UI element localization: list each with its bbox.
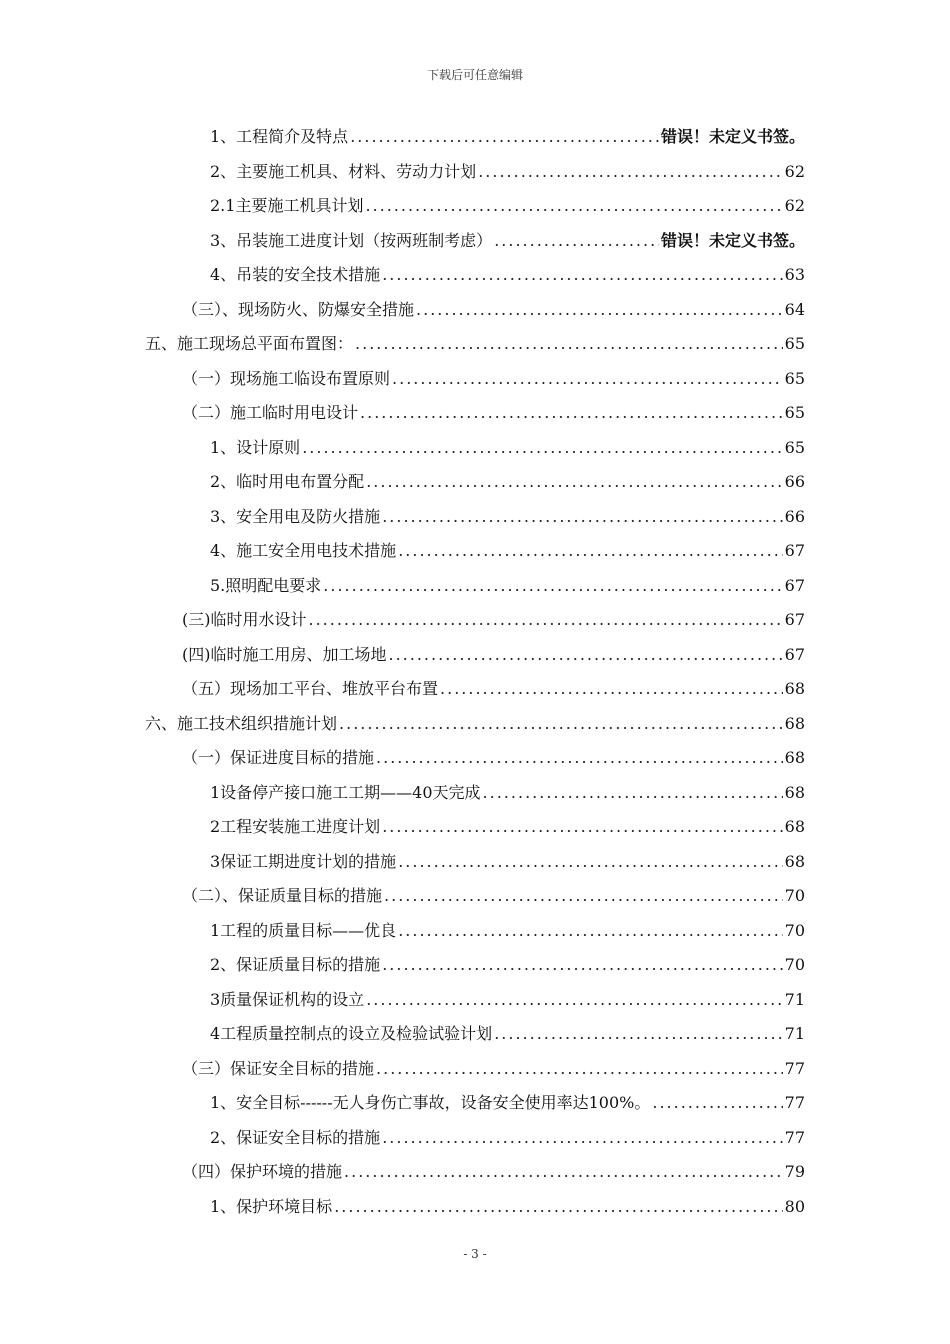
toc-entry-page: 65 <box>784 368 805 388</box>
toc-entry-page: 62 <box>784 161 805 181</box>
toc-entry-title: （一）现场施工临设布置原则 <box>182 368 391 388</box>
toc-entry-page: 68 <box>784 851 805 871</box>
toc-entry-title: (三)临时用水设计 <box>182 610 307 629</box>
toc-entry-page: 80 <box>784 1196 805 1216</box>
toc-entry-title: 2、主要施工机具、材料、劳动力计划 <box>210 161 477 181</box>
toc-entry[interactable] <box>210 950 805 980</box>
toc-leader-dots <box>398 536 782 566</box>
toc-entry[interactable] <box>210 157 805 187</box>
toc-entry[interactable] <box>210 226 805 256</box>
toc-entry-title: 1、安全目标------无人身伤亡事故，设备安全使用率达100%。 <box>210 1093 651 1112</box>
toc-leader-dots <box>366 467 782 497</box>
toc-leader-dots <box>494 1019 782 1049</box>
page-header: 下载后可任意编辑 <box>426 68 523 82</box>
toc-entry-title: (四)临时施工用房、加工场地 <box>182 644 387 664</box>
toc-leader-dots <box>365 191 782 221</box>
toc-leader-dots <box>376 1054 783 1084</box>
toc-entry-page: 65 <box>784 437 805 457</box>
toc-leader-dots <box>350 122 659 152</box>
toc-entry[interactable] <box>182 605 805 635</box>
toc-leader-dots <box>382 812 782 842</box>
toc-leader-dots <box>398 847 782 877</box>
toc-entry-page: 71 <box>784 1024 805 1043</box>
toc-entry-page: 68 <box>784 748 805 767</box>
toc-leader-dots <box>398 916 782 946</box>
toc-leader-dots <box>382 950 782 980</box>
toc-leader-dots <box>652 1088 782 1118</box>
toc-entry[interactable] <box>210 536 805 566</box>
toc-entry[interactable] <box>182 295 805 325</box>
toc-entry-page: 66 <box>784 472 805 491</box>
toc-entry[interactable] <box>210 502 805 532</box>
toc-entry[interactable] <box>210 985 805 1015</box>
toc-leader-dots <box>366 985 782 1015</box>
toc-entry-title: 2、保证安全目标的措施 <box>210 1127 381 1147</box>
toc-leader-dots <box>392 364 783 394</box>
toc-entry-page: 71 <box>784 989 805 1009</box>
toc-leader-dots <box>382 1123 782 1153</box>
toc-entry-page: 70 <box>784 920 805 940</box>
toc-entry-page: 77 <box>784 1058 805 1078</box>
toc-entry-page: 77 <box>784 1093 805 1112</box>
toc-entry[interactable] <box>210 122 805 152</box>
toc-entry-title: 1、设计原则 <box>210 437 301 457</box>
toc-leader-dots <box>339 709 783 739</box>
toc-entry[interactable] <box>210 571 805 601</box>
toc-entry-page: 62 <box>784 196 805 215</box>
toc-entry-title: 1、保护环境目标 <box>210 1196 333 1216</box>
toc-entry-title: 六、施工技术组织措施计划 <box>145 713 338 733</box>
toc-entry[interactable] <box>210 812 805 842</box>
toc-entry-title: 5.照明配电要求 <box>210 575 322 595</box>
toc-entry[interactable] <box>210 191 805 221</box>
toc-entry-page: 67 <box>784 610 805 629</box>
toc-entry-page: 64 <box>784 299 805 319</box>
toc-entry-page: 65 <box>784 403 805 422</box>
toc-entry[interactable] <box>210 847 805 877</box>
toc-entry-page: 68 <box>784 817 805 836</box>
toc-entry[interactable] <box>210 260 805 290</box>
toc-entry-title: 1、工程简介及特点 <box>210 127 349 146</box>
toc-entry[interactable] <box>210 778 805 808</box>
toc-leader-dots <box>360 398 783 428</box>
toc-entry-title: 4工程质量控制点的设立及检验试验计划 <box>210 1024 493 1043</box>
toc-entry-page: 67 <box>784 575 805 595</box>
toc-entry[interactable] <box>210 916 805 946</box>
toc-entry[interactable] <box>145 709 805 739</box>
toc-entry-title: 2、临时用电布置分配 <box>210 472 365 491</box>
toc-leader-dots <box>376 743 783 773</box>
toc-leader-dots <box>302 433 782 463</box>
toc-entry-page: 65 <box>784 334 805 353</box>
toc-leader-dots <box>389 640 783 670</box>
toc-entry-title: 1工程的质量目标——优良 <box>210 920 397 940</box>
toc-entry-title: 五、施工现场总平面布置图： <box>145 334 354 353</box>
toc-leader-dots <box>334 1192 782 1222</box>
toc-leader-dots <box>478 157 782 187</box>
toc-entry[interactable] <box>182 743 805 773</box>
toc-entry-title: （三）保证安全目标的措施 <box>182 1058 375 1078</box>
toc-entry-title: （四）保护环境的措施 <box>182 1162 343 1181</box>
toc-entry-title: 2、保证质量目标的措施 <box>210 955 381 974</box>
toc-leader-dots <box>382 502 782 532</box>
toc-entry-title: （二）、保证质量目标的措施 <box>182 886 383 905</box>
toc-entry[interactable] <box>182 881 805 911</box>
toc-entry[interactable] <box>182 640 805 670</box>
toc-entry[interactable] <box>210 1019 805 1049</box>
toc-entry-page: 66 <box>784 506 805 526</box>
toc-entry[interactable] <box>210 1123 805 1153</box>
toc-entry-page: 70 <box>784 955 805 974</box>
toc-leader-dots <box>323 571 782 601</box>
toc-entry-page: 77 <box>784 1127 805 1147</box>
toc-entry[interactable] <box>182 674 805 704</box>
toc-entry-page: 68 <box>784 782 805 802</box>
toc-leader-dots <box>344 1157 783 1187</box>
toc-entry-title: 4、施工安全用电技术措施 <box>210 541 397 560</box>
toc-entry[interactable] <box>182 1157 805 1187</box>
toc-entry-title: （三）、现场防火、防爆安全措施 <box>182 299 415 319</box>
toc-leader-dots <box>494 226 659 256</box>
toc-entry-page: 67 <box>784 541 805 560</box>
toc-entry[interactable] <box>210 1088 805 1118</box>
toc-entry-title: 2工程安装施工进度计划 <box>210 817 381 836</box>
toc-entry[interactable] <box>182 398 805 428</box>
toc-leader-dots <box>355 329 783 359</box>
toc-entry-page: 63 <box>784 265 805 284</box>
toc-entry[interactable] <box>182 1054 805 1084</box>
toc-entry-title: 2.1主要施工机具计划 <box>210 196 364 215</box>
toc-entry[interactable] <box>210 1192 805 1222</box>
page-number: - 3 - <box>463 1247 487 1261</box>
toc-leader-dots <box>416 295 783 325</box>
toc-entry-title: （一）保证进度目标的措施 <box>182 748 375 767</box>
toc-entry-title: （二）施工临时用电设计 <box>182 403 359 422</box>
toc-entry[interactable] <box>210 467 805 497</box>
toc-entry-page: 67 <box>784 644 805 664</box>
toc-entry-page: 79 <box>784 1162 805 1181</box>
toc-leader-dots <box>440 674 783 704</box>
toc-entry-title: 4、吊装的安全技术措施 <box>210 265 381 284</box>
toc-entry[interactable] <box>210 433 805 463</box>
toc-entry-title: 3质量保证机构的设立 <box>210 989 365 1009</box>
toc-leader-dots <box>382 260 782 290</box>
toc-entry[interactable] <box>145 329 805 359</box>
toc-entry-title: 3、吊装施工进度计划（按两班制考虑） <box>210 230 493 250</box>
toc-entry-title: （五）现场加工平台、堆放平台布置 <box>182 679 439 698</box>
toc-entry-title: 3、安全用电及防火措施 <box>210 506 381 526</box>
toc-entry[interactable] <box>182 364 805 394</box>
toc-entry-page: 70 <box>784 886 805 905</box>
toc-leader-dots <box>384 881 783 911</box>
toc-entry-title: 1设备停产接口施工工期——40天完成 <box>210 782 481 802</box>
toc-entry-title: 3保证工期进度计划的措施 <box>210 851 397 871</box>
toc-entry-page: 错误！未定义书签。 <box>660 230 805 250</box>
toc-entry-page: 错误！未定义书签。 <box>660 127 805 146</box>
toc-entry-page: 68 <box>784 713 805 733</box>
toc-leader-dots <box>483 778 783 808</box>
toc-entry-page: 68 <box>784 679 805 698</box>
toc-leader-dots <box>309 605 783 635</box>
